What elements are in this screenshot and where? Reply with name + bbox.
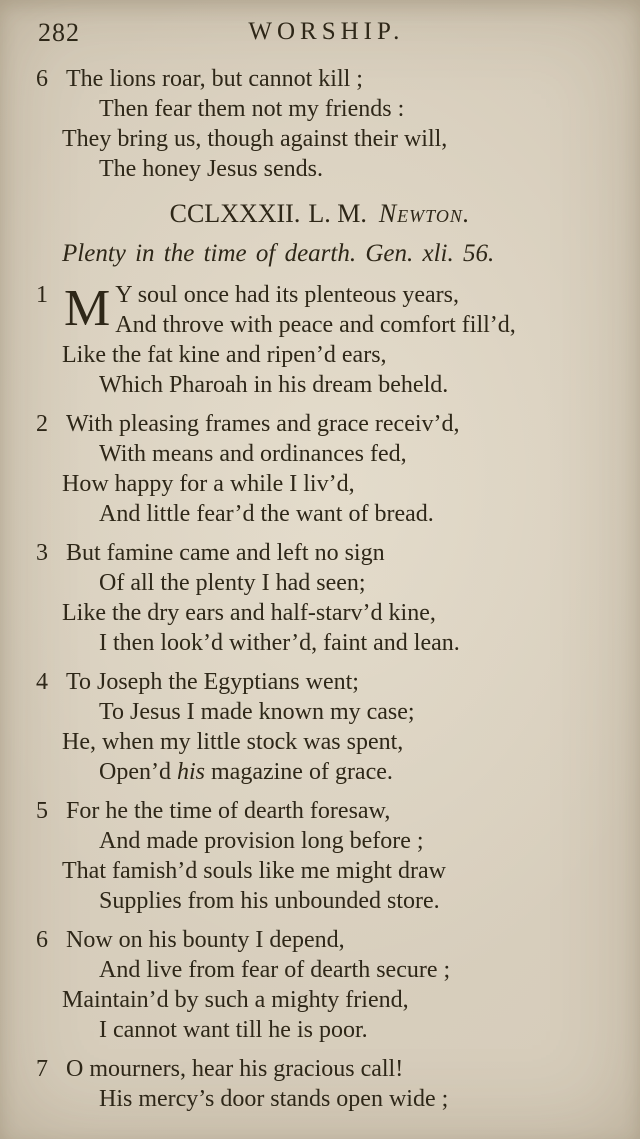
verse-line-text: To Joseph the Egyptians went;	[66, 669, 359, 695]
verse-line: With means and ordinances fed,	[99, 441, 407, 467]
verse	[0, 796, 640, 916]
verse-line-text: O mourners, hear his gracious call!	[66, 1056, 404, 1082]
verse	[0, 280, 640, 400]
verse-line	[0, 64, 640, 94]
hymn-subtitle: Plenty in the time of dearth. Gen. xli. 56.	[62, 240, 495, 267]
verse-line: His mercy’s door stands open wide ;	[99, 1086, 449, 1112]
verse-line	[0, 796, 640, 826]
verse-number: 6	[36, 927, 48, 953]
verse-number: 4	[36, 669, 48, 695]
verse-line: Which Pharoah in his dream beheld.	[99, 372, 449, 398]
verse-line-text: Now on his bounty I depend,	[66, 927, 345, 953]
verse	[0, 1054, 640, 1114]
verse	[0, 64, 640, 184]
verse-line: I then look’d wither’d, faint and lean.	[99, 630, 460, 656]
verse-line: How happy for a while I liv’d,	[62, 471, 355, 497]
verse-line-text: magazine of grace.	[205, 759, 393, 785]
hymn-number: CCLXXXII.	[169, 199, 301, 228]
verse-line	[0, 538, 640, 568]
verse-line-text: But famine came and left no sign	[66, 540, 385, 566]
drop-cap: M	[64, 280, 111, 337]
verse-line	[0, 925, 640, 955]
verse	[0, 538, 640, 658]
verse-line: He, when my little stock was spent,	[62, 729, 404, 755]
verse-line-text: Open’d	[99, 759, 177, 785]
verse-line: They bring us, though against their will,	[62, 126, 448, 152]
verse-line: Then fear them not my friends :	[99, 96, 405, 122]
verse-number: 3	[36, 540, 48, 566]
page-number: 282	[38, 18, 80, 47]
hymn-meter: L. M.	[308, 199, 367, 228]
verse-number: 2	[36, 411, 48, 437]
hymn-heading	[0, 198, 640, 230]
verse-number: 6	[36, 66, 48, 92]
verse-line: And throve with peace and comfort fill’d,	[115, 312, 516, 338]
verse-line: And made provision long before ;	[99, 828, 424, 854]
verse-number: 7	[36, 1056, 48, 1082]
verse	[0, 925, 640, 1045]
hymn-author: Newton.	[378, 199, 471, 228]
verse-line: And live from fear of dearth secure ;	[99, 957, 451, 983]
verse-line-text: The lions roar, but cannot kill ;	[66, 66, 363, 92]
verse-line	[0, 409, 640, 439]
verse-line: The honey Jesus sends.	[99, 156, 323, 182]
verse-line: That famish’d souls like me might draw	[62, 858, 446, 884]
verse-line-text: With pleasing frames and grace receiv’d,	[66, 411, 460, 437]
verse	[0, 667, 640, 787]
verse-line: And little fear’d the want of bread.	[99, 501, 434, 527]
verse-line	[0, 1054, 640, 1084]
verse-line	[0, 757, 640, 787]
verse-line: I cannot want till he is poor.	[99, 1017, 368, 1043]
verse-line	[0, 667, 640, 697]
verse-line: Supplies from his unbounded store.	[99, 888, 440, 914]
verse-line: Maintain’d by such a mighty friend,	[62, 987, 409, 1013]
verse-number: 5	[36, 798, 48, 824]
running-title: WORSHIP.	[248, 18, 405, 45]
verse-line: Like the fat kine and ripen’d ears,	[62, 342, 387, 368]
verse-line: Y soul once had its plenteous years,	[115, 282, 459, 308]
verse-line-text-italic: his	[176, 759, 205, 785]
page-header	[0, 18, 640, 54]
verse-line: Like the dry ears and half-starv’d kine,	[62, 600, 436, 626]
verse-number: 1	[36, 282, 48, 308]
verse-line: To Jesus I made known my case;	[99, 699, 415, 725]
verse-line-text: For he the time of dearth foresaw,	[66, 798, 391, 824]
verse	[0, 409, 640, 529]
verse-line: Of all the plenty I had seen;	[99, 570, 366, 596]
